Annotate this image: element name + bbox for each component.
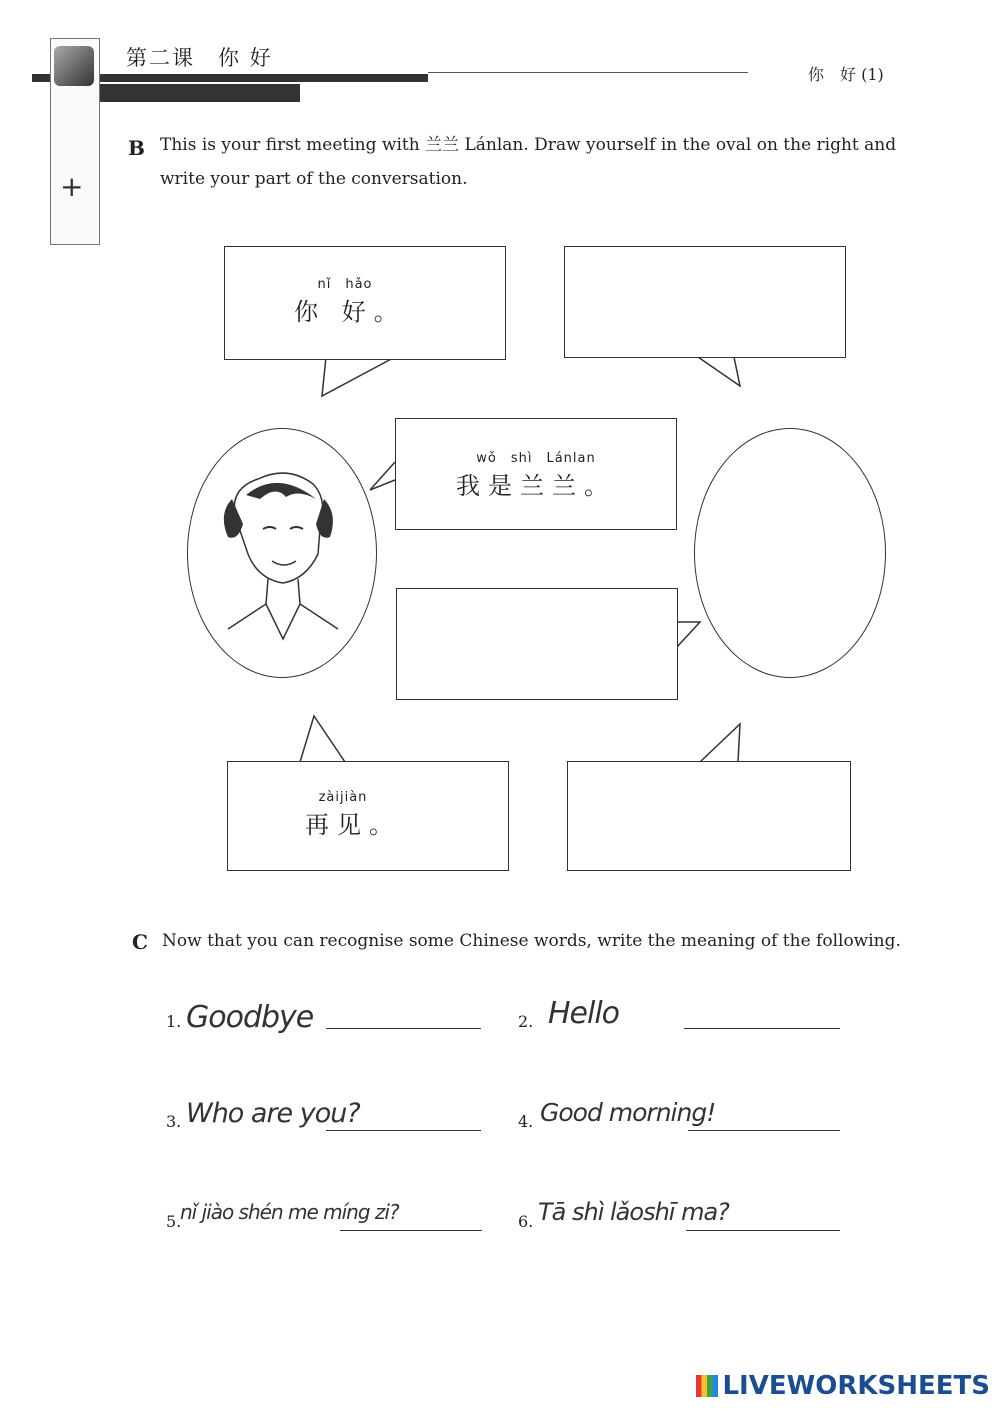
section-b-letter: B [128, 136, 145, 160]
bubble-hanzi: 你 好。 [294, 298, 406, 326]
plus-icon: + [60, 170, 84, 203]
answer-text[interactable]: Goodbye [186, 1000, 314, 1035]
lanlan-portrait [188, 429, 376, 677]
section-c-letter: C [132, 930, 148, 954]
answer-number: 3. [166, 1112, 182, 1131]
answer-number: 4. [518, 1112, 534, 1131]
instruction-line: write your part of the conversation. [160, 169, 468, 189]
answer-text[interactable]: Tā shì lǎoshī ma? [538, 1198, 729, 1226]
answer-text[interactable]: Good morning! [540, 1098, 716, 1127]
bubble-pinyin: wǒ shì Lánlan [476, 451, 596, 466]
speech-bubble-goodbye [227, 761, 509, 871]
answer-text[interactable]: nǐ jiào shén me míng zi? [180, 1200, 399, 1224]
speech-bubble-i-am-lanlan [395, 418, 677, 530]
self-portrait-oval[interactable] [694, 428, 886, 678]
answer-number: 6. [518, 1212, 534, 1231]
answer-text[interactable]: Hello [548, 996, 620, 1031]
answer-blank [326, 1028, 481, 1029]
logo-text: LIVEWORKSHEETS [722, 1371, 990, 1401]
bubble-hanzi: 再见。 [305, 811, 401, 839]
answer-blank [326, 1130, 481, 1131]
logo-mark-icon [696, 1375, 718, 1397]
section-c-instructions: Now that you can recognise some Chinese words, write the meaning of the following. [162, 931, 901, 951]
answer-blank [684, 1028, 840, 1029]
answer-blank [686, 1230, 840, 1231]
lesson-title: 第二课 你 好 [126, 46, 273, 70]
answer-bubble-3[interactable] [567, 761, 851, 871]
lanlan-portrait-oval [187, 428, 377, 678]
page-reference: 你 好 (1) [808, 65, 884, 84]
bubble-pinyin: zàijiàn [318, 790, 368, 805]
instruction-line: This is your first meeting with 兰兰 Lánlan. Draw yourself in the oval on the right and [160, 135, 897, 155]
answer-number: 1. [166, 1012, 182, 1031]
bubble-hanzi: 我是兰兰。 [456, 472, 616, 500]
answer-number: 2. [518, 1012, 534, 1031]
liveworksheets-logo[interactable] [696, 1371, 990, 1401]
answer-text[interactable]: Who are you? [186, 1098, 360, 1129]
answer-number: 5. [166, 1212, 182, 1231]
bubble-pinyin: nǐ hǎo [317, 277, 373, 292]
answer-blank [340, 1230, 482, 1231]
speech-bubble-hello [224, 246, 506, 360]
answer-blank [688, 1130, 840, 1131]
answer-bubble-1[interactable] [564, 246, 846, 358]
answer-bubble-2[interactable] [396, 588, 678, 700]
